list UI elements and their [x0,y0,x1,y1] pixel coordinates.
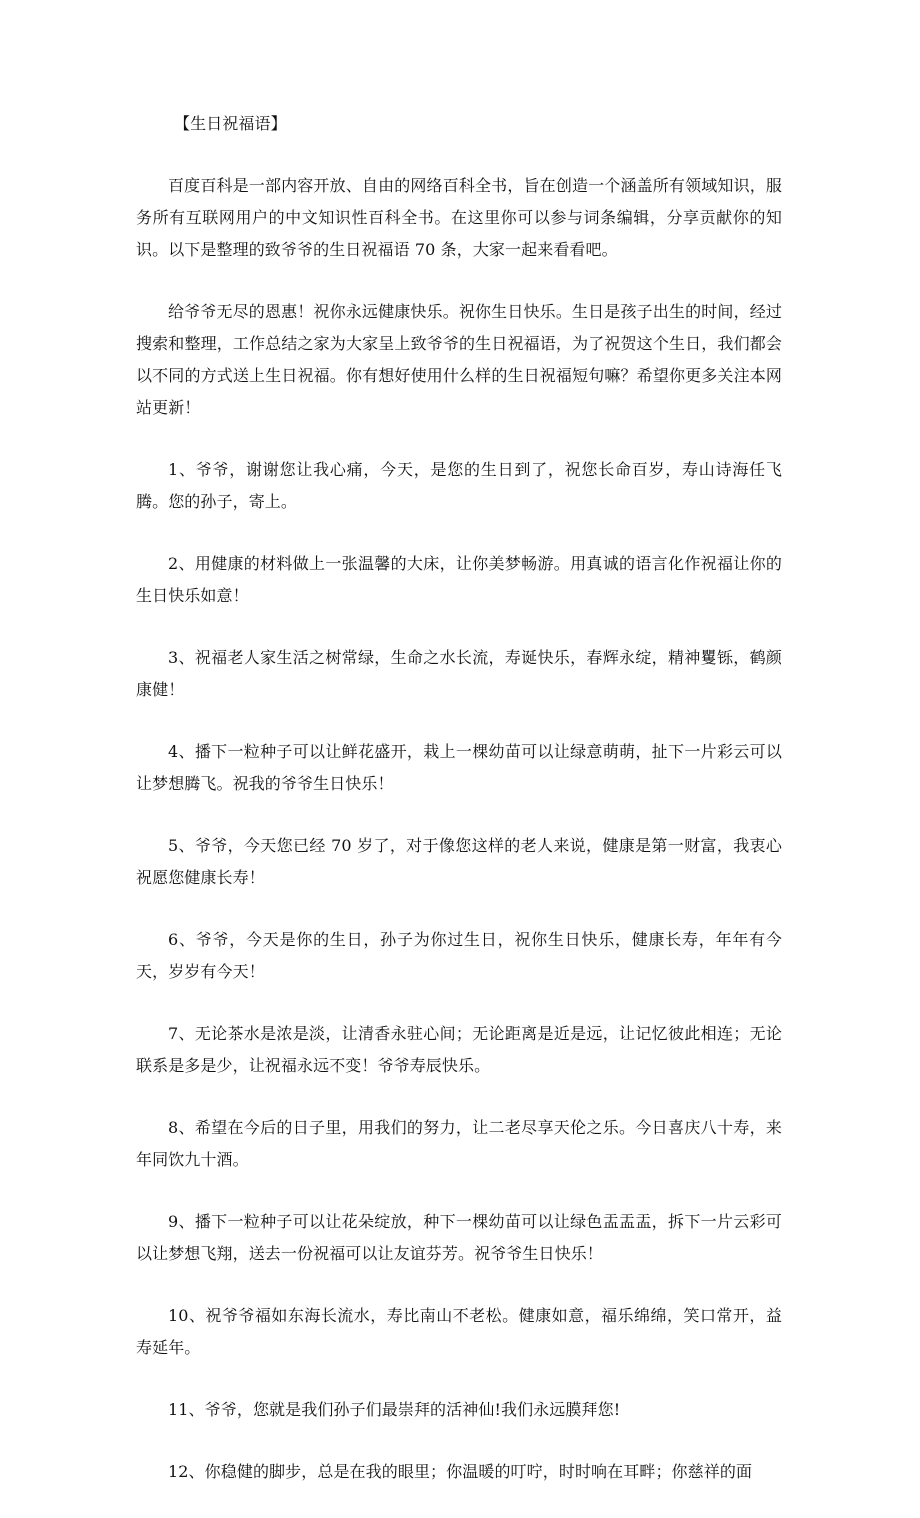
wish-item-1: 1、爷爷，谢谢您让我心痛，今天，是您的生日到了，祝您长命百岁，寿山诗海任飞腾。您的孙子，寄上。 [136,460,782,511]
wish-item-10: 10、祝爷爷福如东海长流水，寿比南山不老松。健康如意，福乐绵绵，笑口常开，益寿延年。 [136,1306,782,1357]
document-body [136,108,782,1518]
wish-item-6: 6、爷爷，今天是你的生日，孙子为你过生日，祝你生日快乐，健康长寿，年年有今天，岁岁有今天！ [136,930,782,981]
lead-paragraph: 给爷爷无尽的恩惠！祝你永远健康快乐。祝你生日快乐。生日是孩子出生的时间，经过搜索和整理，工作总结之家为大家呈上致爷爷的生日祝福语，为了祝贺这个生日，我们都会以不同的方式送上生日祝福。你有想好使用什么样的生日祝福短句嘛？希望你更多关注本网站更新！ [136,302,782,417]
wish-item-8: 8、希望在今后的日子里，用我们的努力，让二老尽享天伦之乐。今日喜庆八十寿，来年同饮九十酒。 [136,1118,782,1169]
wish-item-2: 2、用健康的材料做上一张温馨的大床，让你美梦畅游。用真诚的语言化作祝福让你的生日快乐如意！ [136,554,782,605]
wish-item-9: 9、播下一粒种子可以让花朵绽放，种下一棵幼苗可以让绿色盂盂盂，拆下一片云彩可以让梦想飞翔，送去一份祝福可以让友谊芬芳。祝爷爷生日快乐！ [136,1212,782,1263]
wish-item-11: 11、爷爷，您就是我们孙子们最崇拜的活神仙!我们永远膜拜您! [168,1400,621,1419]
document-title: 【生日祝福语】 [174,114,287,133]
wish-item-7: 7、无论茶水是浓是淡，让清香永驻心间；无论距离是近是远，让记忆彼此相连；无论联系是多是少，让祝福永远不变！爷爷寿辰快乐。 [136,1024,782,1075]
wish-item-4: 4、播下一粒种子可以让鲜花盛开，栽上一棵幼苗可以让绿意萌萌，扯下一片彩云可以让梦想腾飞。祝我的爷爷生日快乐！ [136,742,782,793]
intro-paragraph: 百度百科是一部内容开放、自由的网络百科全书，旨在创造一个涵盖所有领域知识，服务所有互联网用户的中文知识性百科全书。在这里你可以参与词条编辑，分享贡献你的知识。以下是整理的致爷爷的生日祝福语 70 条，大家一起来看看吧。 [136,176,782,259]
wish-item-3: 3、祝福老人家生活之树常绿，生命之水长流，寿诞快乐，春辉永绽，精神矍铄，鹤颜康健！ [136,648,782,699]
wish-item-5: 5、爷爷，今天您已经 70 岁了，对于像您这样的老人来说，健康是第一财富，我衷心祝愿您健康长寿！ [136,836,782,887]
wish-item-12: 12、你稳健的脚步，总是在我的眼里；你温暖的叮咛，时时响在耳畔；你慈祥的面 [168,1462,753,1481]
